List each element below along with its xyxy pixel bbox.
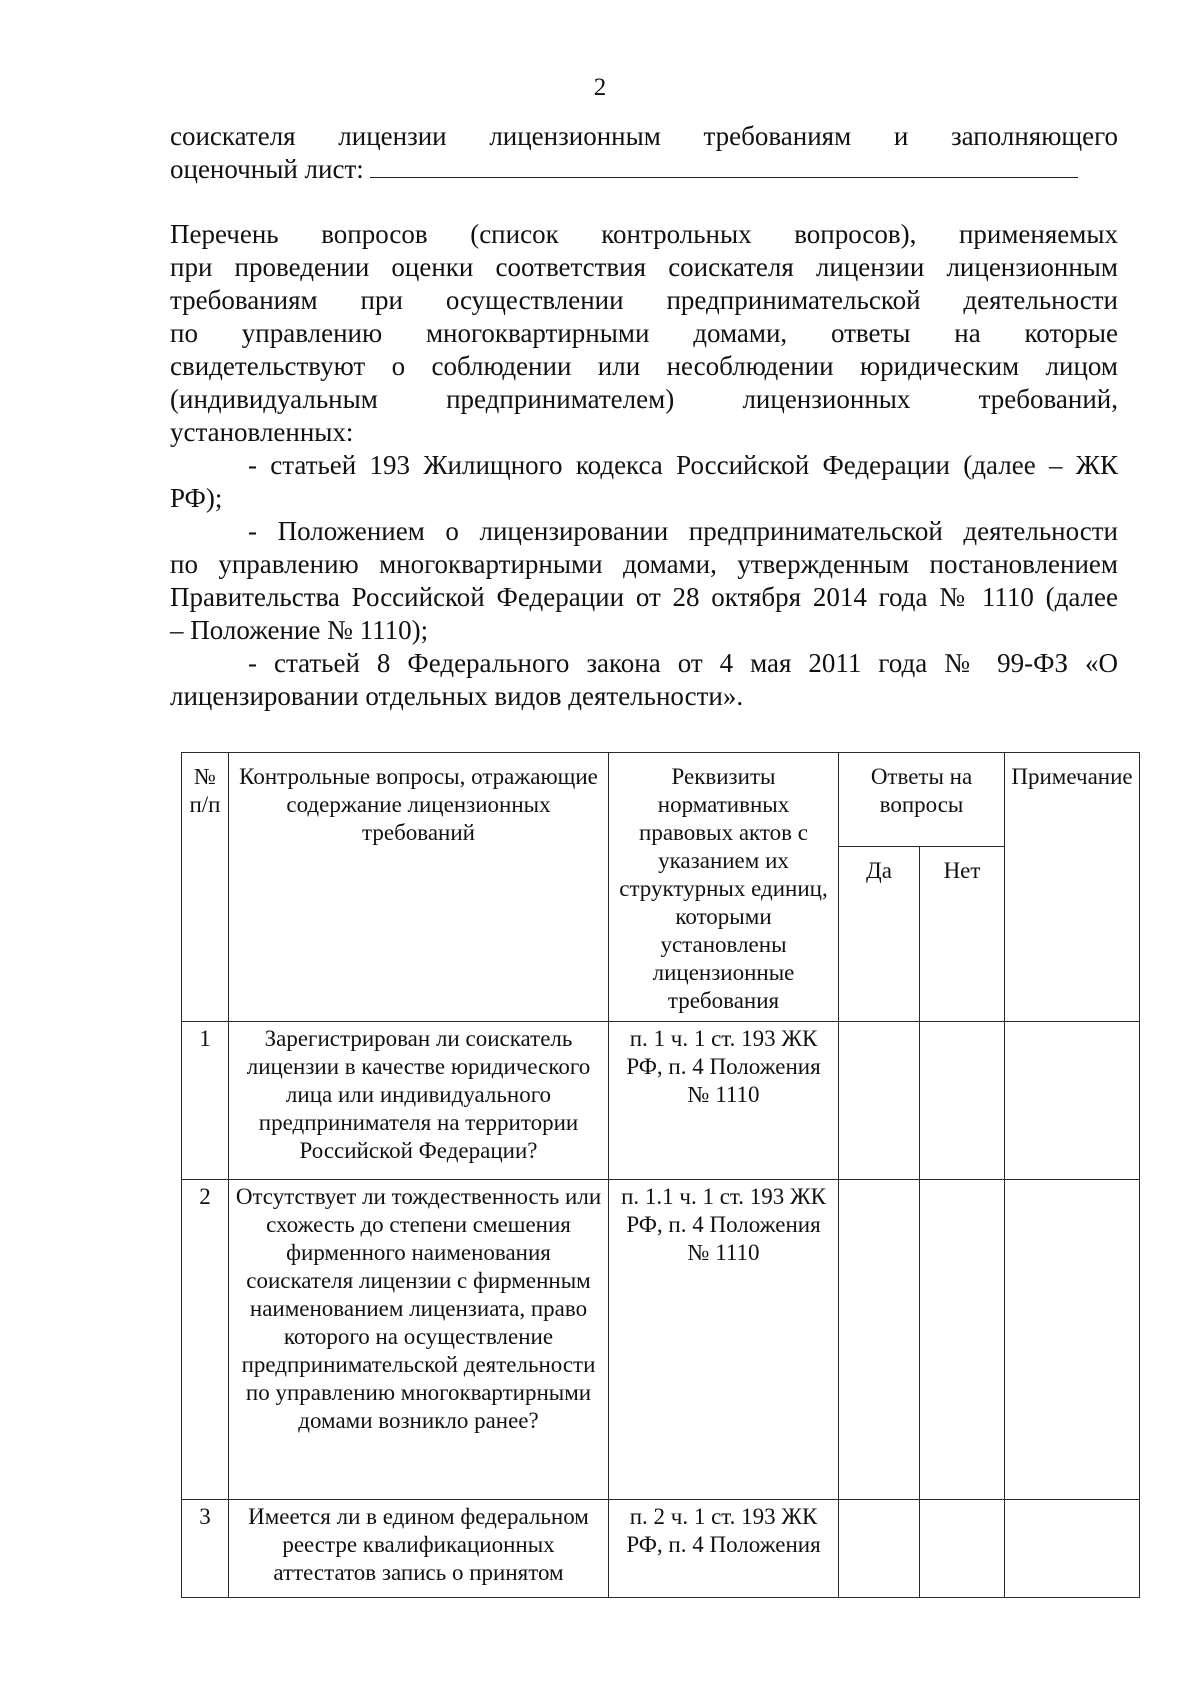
- bullet-federal-law-last-line: лицензировании отдельных видов деятельности».: [170, 681, 744, 711]
- table-row: [182, 1180, 1140, 1500]
- row-question: Отсутствует ли тождественность или схожесть до степени смешения фирменного наименования соискателя лицензии с фирменным наименованием лицензиата, право которого на осуществление предпринимательской деятельности по управлению многоквартирными домами возникло ранее?: [229, 1180, 609, 1500]
- bullet-regulation-line: по управлению многоквартирными домами, утвержденным постановлением: [170, 549, 1118, 579]
- page-number: 2: [593, 74, 607, 101]
- bullet-zhk-line: - статьей 193 Жилищного кодекса Российской Федерации (далее – ЖК: [248, 450, 1118, 480]
- intro-line-2: [170, 153, 1118, 186]
- bullet-federal-law-line: - статьей 8 Федерального закона от 4 мая 2011 года № 99-ФЗ «О: [248, 648, 1118, 678]
- row-number: 3: [182, 1500, 229, 1598]
- row-question: Имеется ли в едином федеральном реестре квалификационных аттестатов запись о принятом: [229, 1500, 609, 1598]
- row-note-cell[interactable]: [1005, 1500, 1140, 1598]
- paragraph-line: Перечень вопросов (список контрольных вопросов), применяемых: [170, 219, 1118, 249]
- intro-word: заполняющего: [950, 121, 1119, 151]
- intro-word: соискателя: [170, 121, 296, 151]
- bullet-regulation-line: Правительства Российской Федерации от 28 октября 2014 года № 1110 (далее: [170, 582, 1118, 612]
- row-yes-cell[interactable]: [839, 1500, 920, 1598]
- paragraph-line: свидетельствуют о соблюдении или несоблюдении юридическим лицом: [170, 351, 1118, 381]
- checklist-description: [170, 218, 1118, 713]
- checklist-table: [181, 752, 1140, 1598]
- header-question: Контрольные вопросы, отражающие содержание лицензионных требований: [229, 753, 609, 1022]
- header-answers: Ответы на вопросы: [839, 753, 1005, 847]
- row-note-cell[interactable]: [1005, 1180, 1140, 1500]
- row-requisites: п. 1 ч. 1 ст. 193 ЖК РФ, п. 4 Положения № 1110: [609, 1022, 839, 1180]
- header-requisites: Реквизиты нормативных правовых актов с указанием их структурных единиц, которыми установлены лицензионные требования: [609, 753, 839, 1022]
- table-header-row: [182, 753, 1140, 847]
- paragraph-last-line: установленных:: [170, 417, 354, 447]
- paragraph-line: (индивидуальным предпринимателем) лицензионных требований,: [170, 384, 1118, 414]
- intro-word: требованиям: [703, 121, 852, 151]
- header-note: Примечание: [1005, 753, 1140, 1022]
- row-yes-cell[interactable]: [839, 1022, 920, 1180]
- table-row: [182, 1022, 1140, 1180]
- table-row: [182, 1500, 1140, 1598]
- header-number: № п/п: [182, 753, 229, 1022]
- bullet-zhk-last-line: РФ);: [170, 483, 223, 513]
- evaluator-label: оценочный лист:: [170, 154, 364, 184]
- row-no-cell[interactable]: [920, 1180, 1005, 1500]
- intro-word: лицензионным: [489, 121, 661, 151]
- row-no-cell[interactable]: [920, 1500, 1005, 1598]
- header-no: Нет: [920, 846, 1005, 1021]
- row-number: 1: [182, 1022, 229, 1180]
- row-number: 2: [182, 1180, 229, 1500]
- header-yes: Да: [839, 846, 920, 1021]
- intro-line-1: [170, 120, 1118, 153]
- row-no-cell[interactable]: [920, 1022, 1005, 1180]
- row-requisites: п. 1.1 ч. 1 ст. 193 ЖК РФ, п. 4 Положения № 1110: [609, 1180, 839, 1500]
- intro-word: лицензии: [338, 121, 447, 151]
- row-yes-cell[interactable]: [839, 1180, 920, 1500]
- intro-block: [170, 120, 1118, 186]
- row-note-cell[interactable]: [1005, 1022, 1140, 1180]
- bullet-regulation-line: - Положением о лицензировании предпринимательской деятельности: [248, 516, 1118, 546]
- row-requisites: п. 2 ч. 1 ст. 193 ЖК РФ, п. 4 Положения: [609, 1500, 839, 1598]
- paragraph-line: требованиям при осуществлении предпринимательской деятельности: [170, 285, 1118, 315]
- evaluator-fill-line: [370, 153, 1078, 178]
- row-question: Зарегистрирован ли соискатель лицензии в качестве юридического лица или индивидуального предпринимателя на территории Российской Федерации?: [229, 1022, 609, 1180]
- intro-word: и: [893, 121, 909, 151]
- paragraph-line: по управлению многоквартирными домами, ответы на которые: [170, 318, 1118, 348]
- paragraph-line: при проведении оценки соответствия соискателя лицензии лицензионным: [170, 252, 1118, 282]
- bullet-regulation-last-line: – Положение № 1110);: [170, 615, 429, 645]
